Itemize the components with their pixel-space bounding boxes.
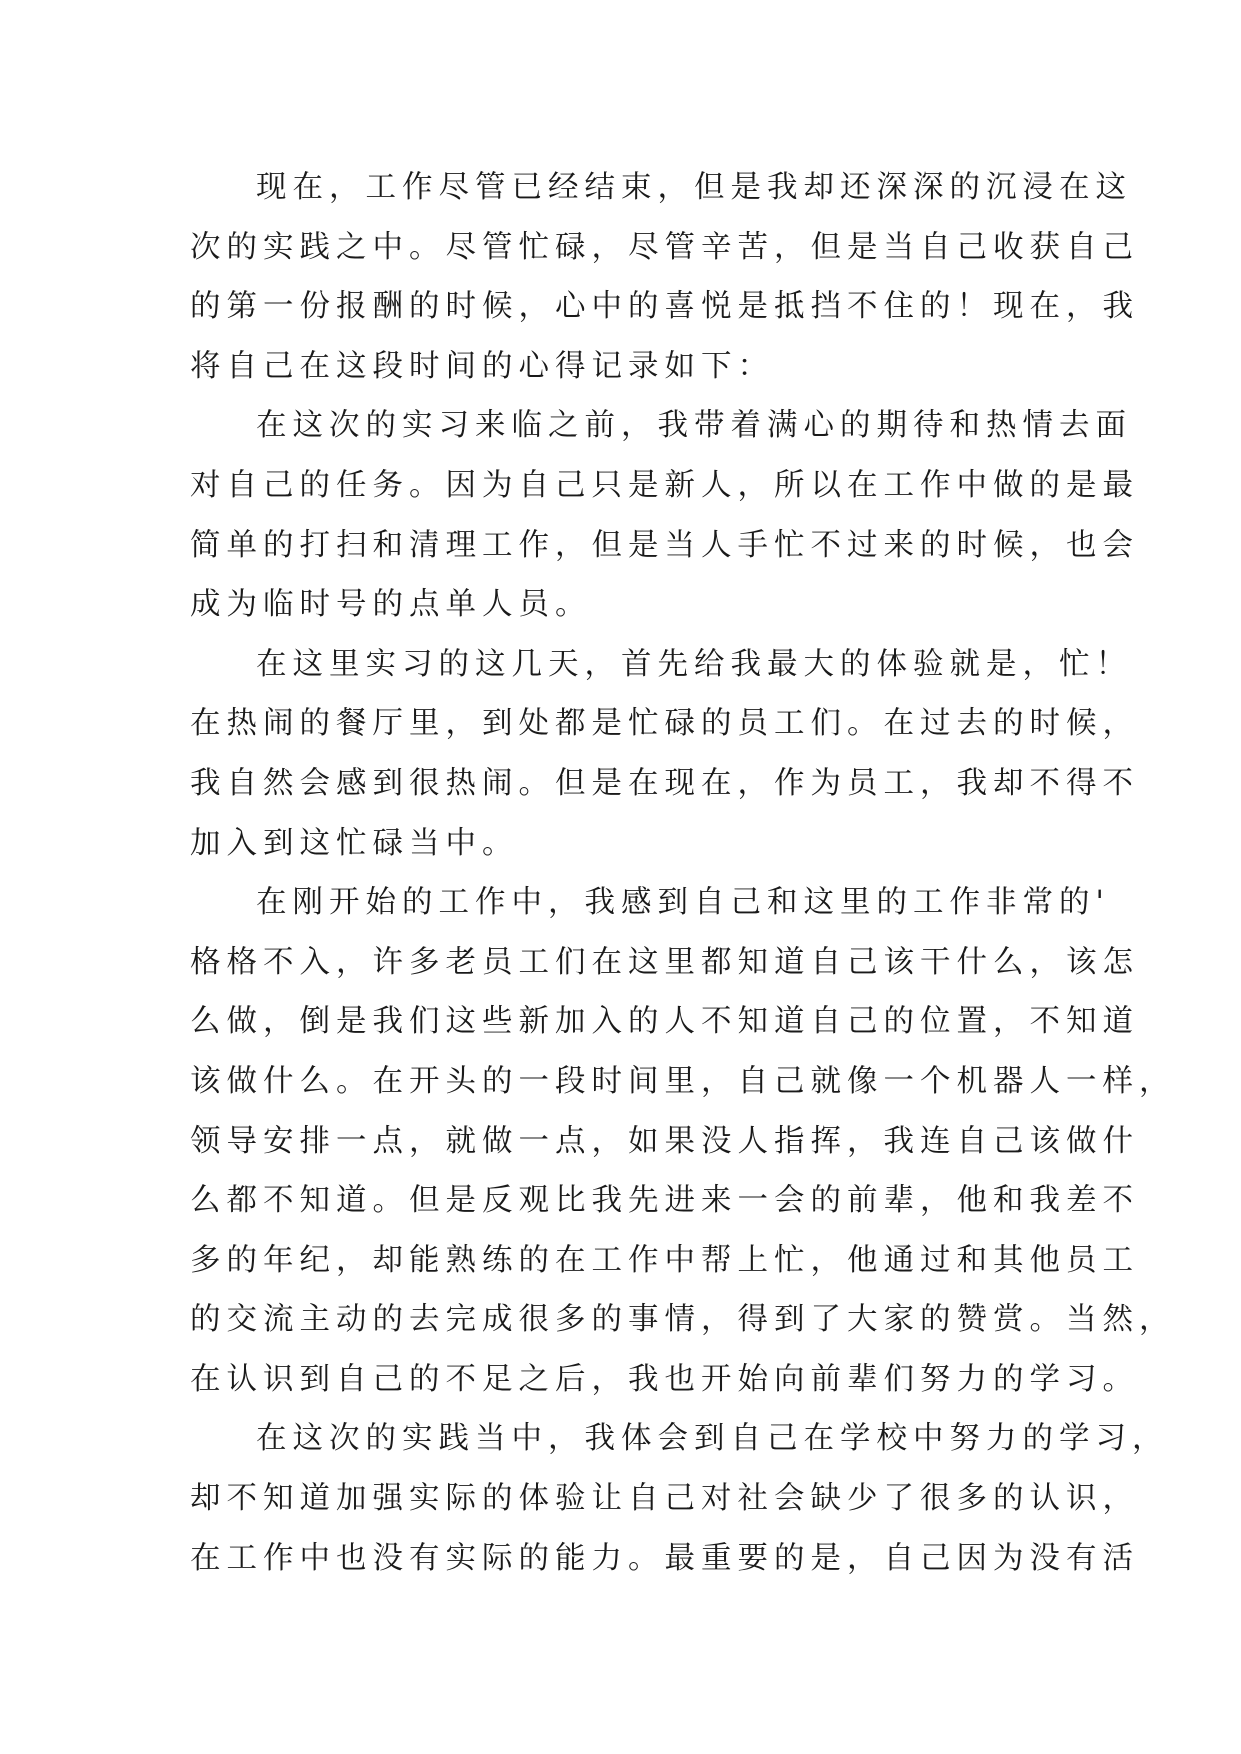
text-line: 该做什么。在开头的一段时间里，自己就像一个机器人一样， xyxy=(190,1063,1176,1099)
text-line: 现在，工作尽管已经结束，但是我却还深深的沉浸在这 xyxy=(256,170,1132,205)
text-line: 在刚开始的工作中，我感到自己和这里的工作非常的' xyxy=(256,885,1110,921)
text-line: 么都不知道。但是反观比我先进来一会的前辈，他和我差不 xyxy=(190,1183,1139,1219)
text-line: 在这次的实践当中，我体会到自己在学校中努力的学习， xyxy=(256,1421,1169,1457)
text-line: 领导安排一点，就做一点，如果没人指挥，我连自己该做什 xyxy=(190,1123,1139,1159)
text-line: 将自己在这段时间的心得记录如下： xyxy=(190,348,774,384)
text-line: 简单的打扫和清理工作，但是当人手忙不过来的时候，也会 xyxy=(190,527,1139,563)
text-line: 的第一份报酬的时候，心中的喜悦是抵挡不住的！现在，我 xyxy=(190,289,1139,325)
text-line: 在工作中也没有实际的能力。最重要的是，自己因为没有活 xyxy=(190,1540,1139,1576)
text-line: 加入到这忙碌当中。 xyxy=(190,825,519,861)
text-line: 在热闹的餐厅里，到处都是忙碌的员工们。在过去的时候， xyxy=(190,706,1139,742)
text-line: 格格不入，许多老员工们在这里都知道自己该干什么，该怎 xyxy=(190,944,1139,980)
paragraph-5 xyxy=(190,1409,1169,1588)
text-line: 么做，倒是我们这些新加入的人不知道自己的位置，不知道 xyxy=(190,1004,1139,1040)
text-line: 却不知道加强实际的体验让自己对社会缺少了很多的认识， xyxy=(190,1481,1139,1517)
paragraph-3 xyxy=(190,635,1139,873)
text-line: 在这次的实习来临之前，我带着满心的期待和热情去面 xyxy=(256,408,1132,444)
text-line: 在这里实习的这几天，首先给我最大的体验就是，忙！ xyxy=(256,646,1132,682)
paragraph-1 xyxy=(190,158,1139,396)
text-line: 成为临时号的点单人员。 xyxy=(190,587,592,623)
document-body xyxy=(190,158,1176,1588)
text-line: 我自然会感到很热闹。但是在现在，作为员工，我却不得不 xyxy=(190,765,1139,801)
paragraph-4 xyxy=(190,873,1176,1409)
paragraph-2 xyxy=(190,396,1139,634)
text-line: 的交流主动的去完成很多的事情，得到了大家的赞赏。当然， xyxy=(190,1302,1176,1338)
text-line: 对自己的任务。因为自己只是新人，所以在工作中做的是最 xyxy=(190,467,1139,503)
text-line: 次的实践之中。尽管忙碌，尽管辛苦，但是当自己收获自己 xyxy=(190,229,1139,265)
text-line: 在认识到自己的不足之后，我也开始向前辈们努力的学习。 xyxy=(190,1361,1139,1397)
text-line: 多的年纪，却能熟练的在工作中帮上忙，他通过和其他员工 xyxy=(190,1242,1139,1278)
